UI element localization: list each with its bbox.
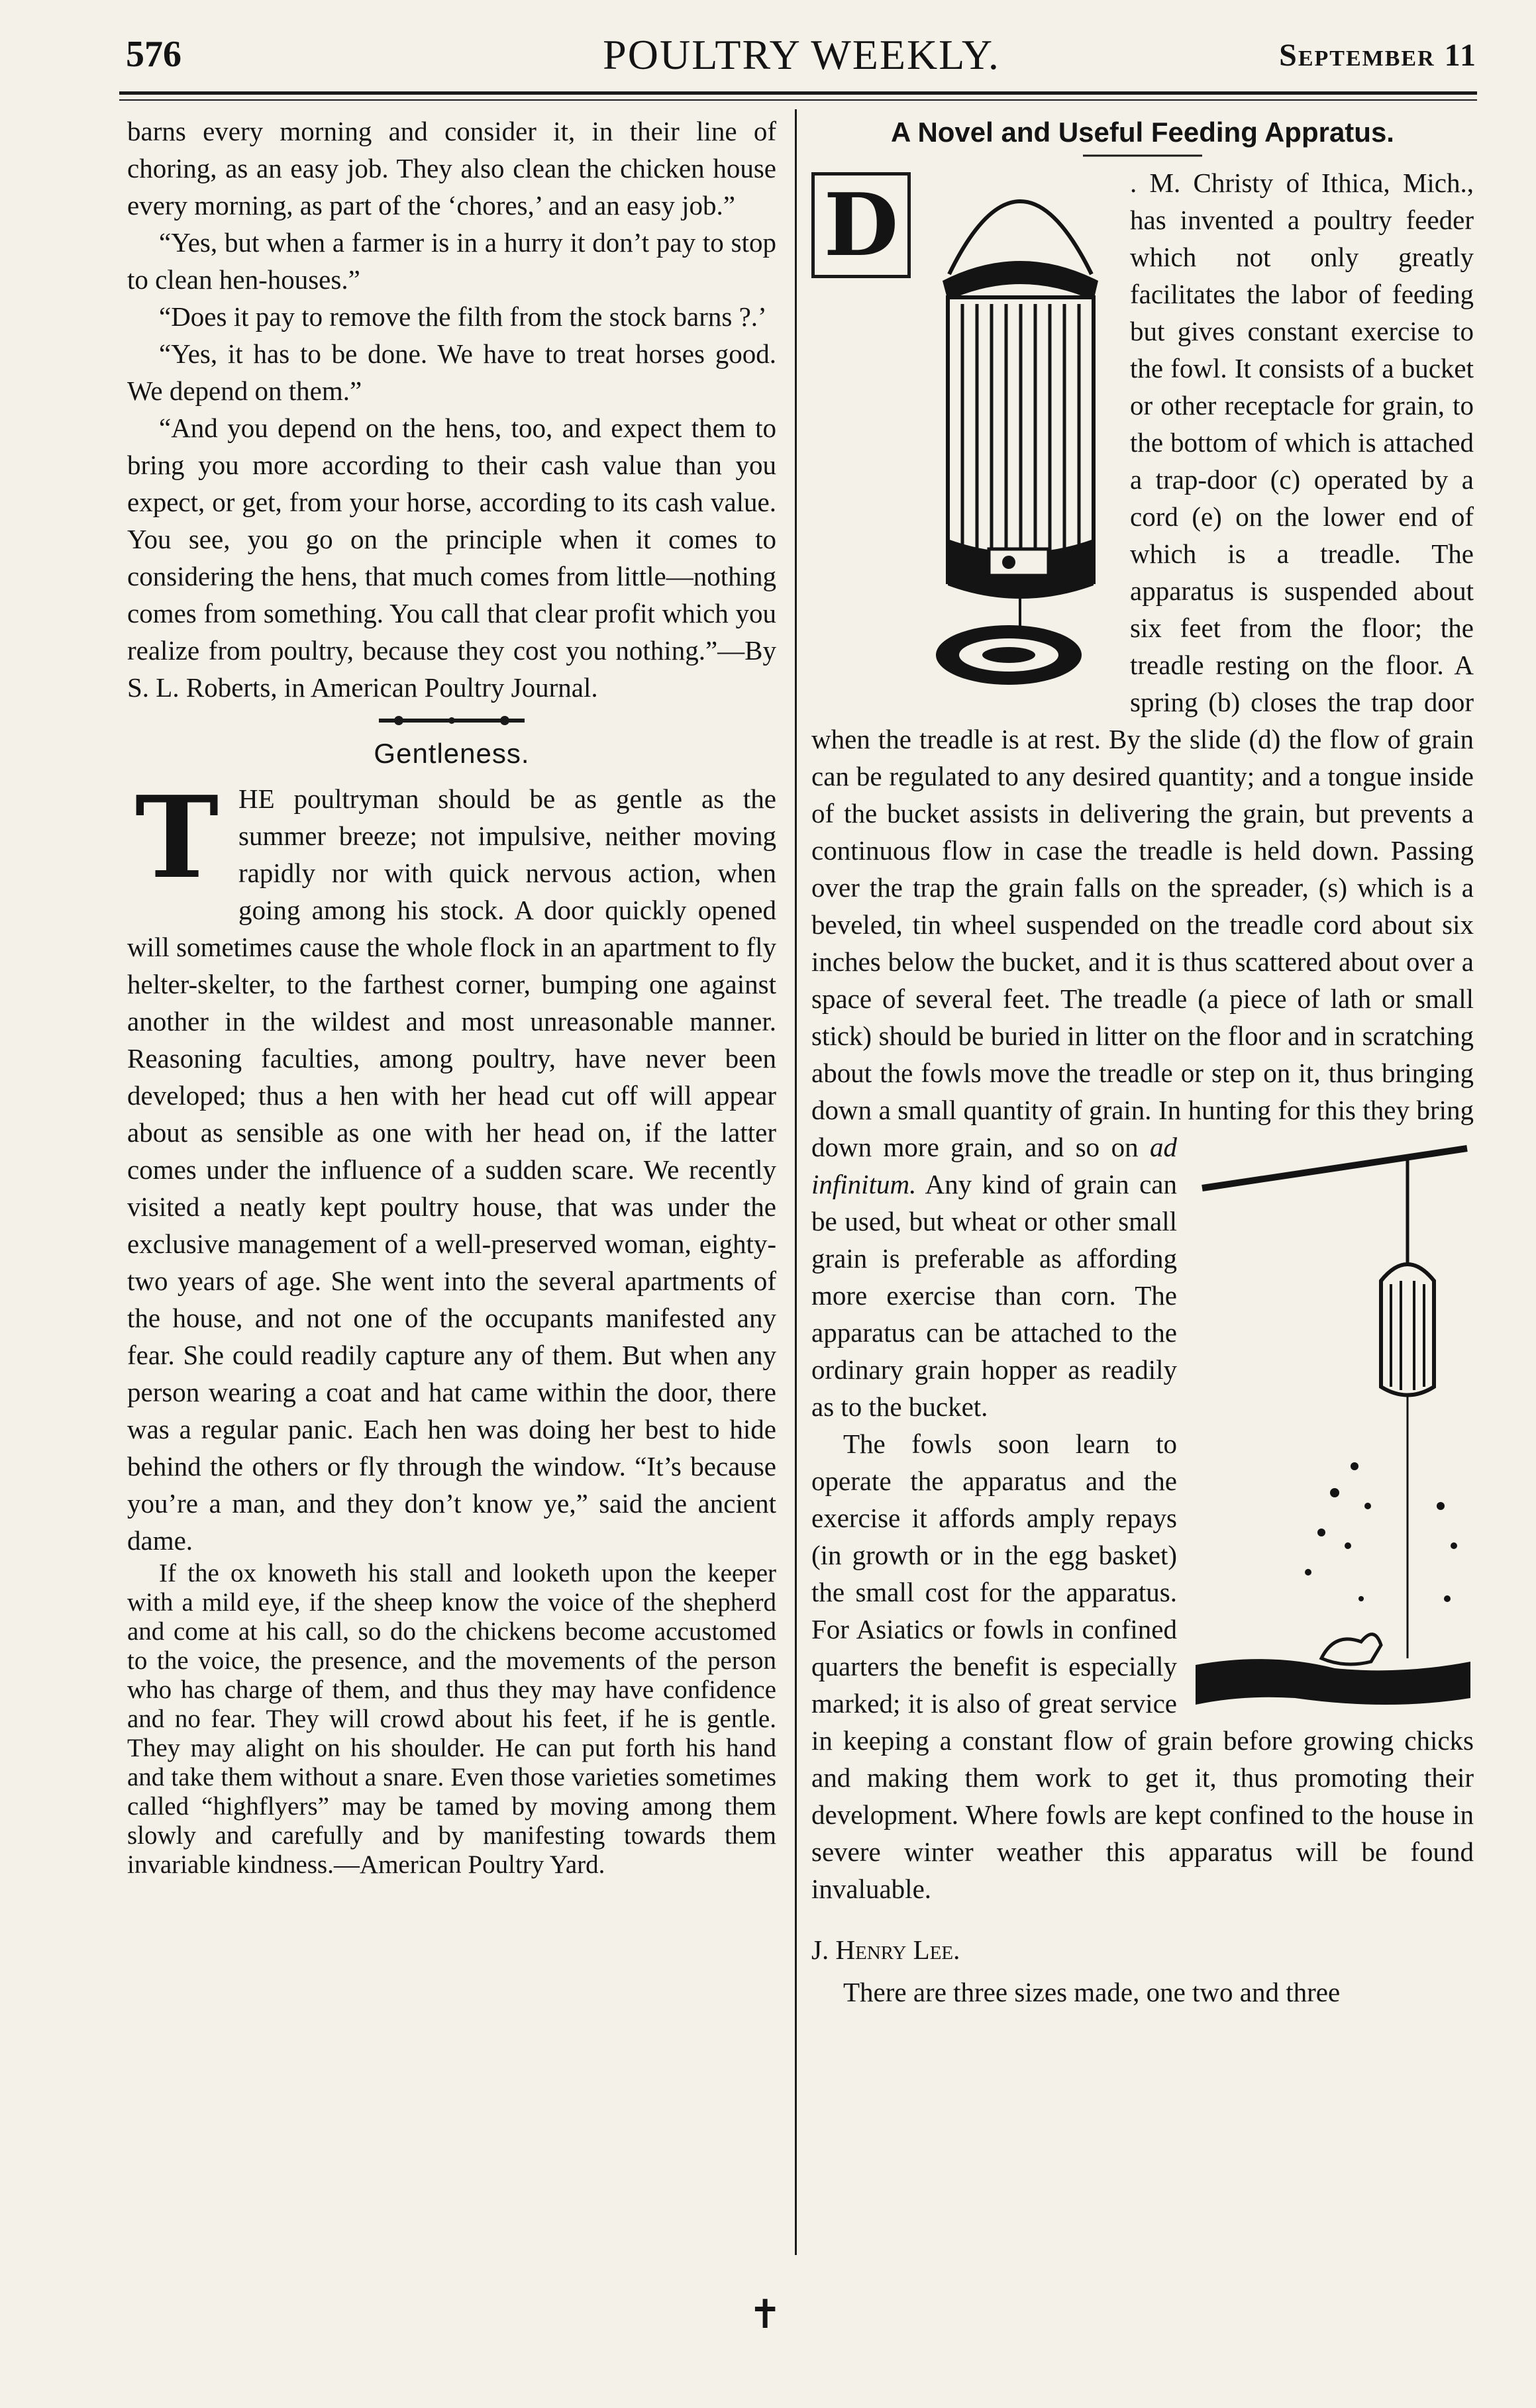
- feeder-bucket-illustration: [923, 168, 1118, 698]
- footer-mark: ✝: [748, 2293, 782, 2336]
- header-rule: [119, 91, 1477, 95]
- article-paragraph: [127, 772, 776, 1559]
- issue-date: September 11: [1279, 38, 1477, 73]
- article-paragraph: “Does it pay to remove the filth from the stock barns ?.’: [159, 301, 767, 332]
- latin-phrase: ad infinitum.: [811, 1132, 1178, 1199]
- paragraph-text: . M. Christy of Ithica, Mich., has invented a poultry feeder which not only greatly facilitates the labor of feeding but gives constant exercise to the fowl. It consists of a bucket or other receptacle for grain, to the bottom of which is attached a trap-door (c) operated by a cord (e) on the lower end of which is a treadle. The apparatus is suspended about six feet from the floor; the treadle resting on the floor. A spring (b) closes the trap door when the treadle is at rest. By the slide (d) the flow of grain can be regulated to any desired quantity; and a tongue inside of the bucket assists in delivering the grain, but prevents a continuous flow in case the treadle is held down. Passing over the trap the grain falls on the spreader, (s) which is a beveled, tin wheel suspended on the treadle cord about six inches below the bucket, and it is thus scattered about over a space of several feet. The treadle (a piece of lath or small stick) should be buried in litter on the floor and in scratching about the fowls move the treadle or step on it, thus bringing down a small quantity of grain. In hunting for this they bring down more grain, and so on: [811, 168, 1474, 1162]
- author-signature: J. Henry Lee.: [811, 1934, 960, 1965]
- paragraph-text: HE poultryman should be as gentle as the summer breeze; not impulsive, neither moving rapidly nor with quick nervous action, when going among his stock. A door quickly opened will sometimes cause the whole flock in an apartment to fly helter-skelter, to the farthest corner, bumping one against another in the wildest and most unreasonable manner. Reasoning faculties, among poultry, have never been developed; thus a hen with her head cut off will appear about as sensible as one with her head on, if the latter comes under the influence of a sudden scare. We recently visited a neatly kept poultry house, that was under the exclusive management of a well-preserved woman, eighty-two years of age. She went into the several apartments of the house, and not one of the occupants manifested any fear. She could readily capture any of them. But when any person wearing a coat and hat came within the door, there was a regular panic. Each hen was doing her best to hide behind the others or fly through the window. “It’s because you’re a man, and they don’t know ye,” said the ancient dame.: [127, 783, 776, 1556]
- drop-cap-letter: T: [134, 772, 219, 904]
- article-paragraph: The fowls soon learn to operate the apparatus and the exercise it affords amply repays (in growth or in the egg basket) the small cost for the apparatus. For Asiatics or fowls in confined quarters the benefit is especially marked; it is also of great service in keeping a constant flow of grain before growing chicks and making them work to get it, thus promoting their development. Where fowls are kept confined to the house in severe winter weather this apparatus will be found invaluable.: [811, 1429, 1474, 1904]
- article-paragraph: barns every morning and consider it, in their line of choring, as an easy job. They also clean the chicken house every morning, as part of the ‘chores,’ and an easy job.”: [127, 116, 776, 221]
- paragraph-text: Any kind of grain can be used, but wheat or other small grain is preferable as affording more exercise than corn. The apparatus can be attached to the ordinary grain hopper as readily as to the bucket.: [811, 1169, 1177, 1422]
- article-paragraph: “Yes, but when a farmer is in a hurry it don’t pay to stop to clean hen-houses.”: [127, 227, 776, 295]
- article-paragraph: [811, 164, 1474, 1425]
- feeder-installation-illustration: [1189, 1135, 1474, 1718]
- article-paragraph: “And you depend on the hens, too, and expect them to bring you more according to their cash value than you expect, or get, from your horse, according to its cash value. You see, you go on the principle when it comes to considering the hens, that much comes from little—nothing comes from something. You call that clear profit which you realize from poultry, because they cost you nothing.”—By S. L. Roberts, in American Poultry Journal.: [127, 413, 776, 703]
- column-divider: [795, 109, 797, 2255]
- section-divider-ornament: [372, 714, 531, 727]
- article-paragraph: “Yes, it has to be done. We have to treat horses good. We depend on them.”: [127, 338, 776, 406]
- section-heading-gentleness: Gentleness.: [374, 738, 530, 769]
- left-column: [127, 113, 776, 1880]
- section-heading-feeding-apparatus: A Novel and Useful Feeding Appratus.: [891, 117, 1394, 148]
- heading-underline: [1083, 152, 1202, 159]
- header-rule-thin: [119, 99, 1477, 101]
- article-paragraph: If the ox knoweth his stall and looketh upon the keeper with a mild eye, if the sheep know the voice of the shepherd and come at his call, so do the chickens become accustomed to the voice, the presence, and the movements of the person who has charge of them, and thus they may have confidence and no fear. They will crowd about his feet, if he is gentle. They may alight on his shoulder. He can put forth his hand and take them without a snare. Even those varieties sometimes called “highflyers” may be tamed by moving among them slowly and carefully and by manifesting towards them invariable kindness.—American Poultry Yard.: [127, 1559, 776, 1879]
- right-column: [811, 113, 1474, 2011]
- page-number: 576: [126, 34, 181, 75]
- page-header: [126, 26, 1477, 86]
- masthead-title: POULTRY WEEKLY.: [603, 31, 1000, 78]
- article-paragraph: There are three sizes made, one two and three: [843, 1977, 1341, 2007]
- drop-cap-letter: D: [811, 172, 911, 278]
